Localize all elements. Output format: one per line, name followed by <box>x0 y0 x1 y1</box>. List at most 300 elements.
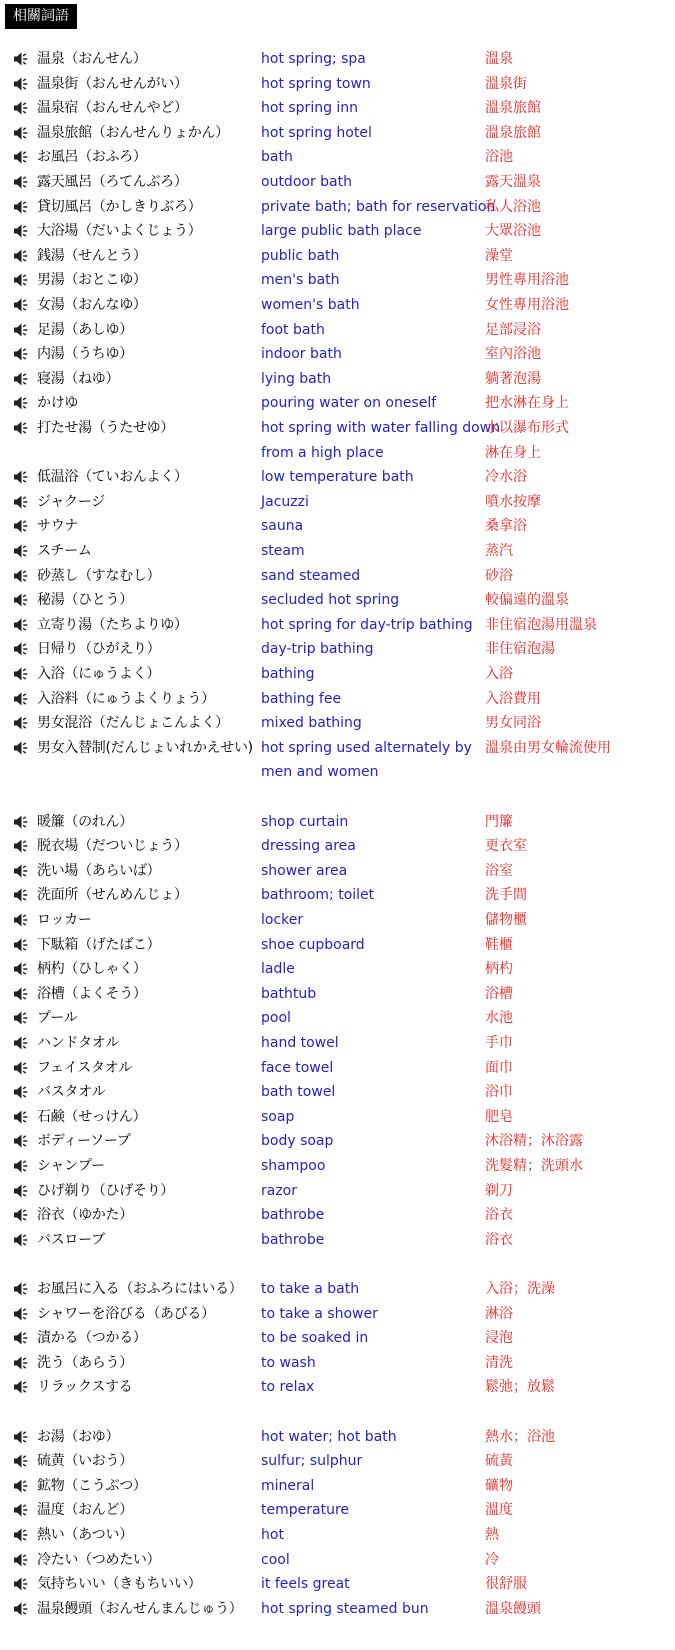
speaker-icon[interactable] <box>12 345 30 363</box>
english-meaning: public bath <box>261 247 340 264</box>
english-meaning: body soap <box>261 1133 334 1150</box>
speaker-icon[interactable] <box>12 591 30 609</box>
list-item <box>0 416 675 441</box>
chinese-meaning: 入浴費用 <box>485 690 541 707</box>
list-item <box>0 711 675 736</box>
chinese-meaning: 女性專用浴池 <box>485 297 569 313</box>
list-item <box>0 687 675 712</box>
chinese-meaning: 澡堂 <box>485 247 513 264</box>
japanese-term: お風呂（おふろ） <box>37 149 147 166</box>
chinese-meaning: 熱水；浴池 <box>485 1428 555 1445</box>
list-item <box>0 1277 675 1302</box>
chinese-meaning: 鞋櫃 <box>485 936 513 953</box>
speaker-icon[interactable] <box>12 960 30 978</box>
chinese-meaning: 浴衣 <box>485 1207 513 1224</box>
english-meaning: private bath; bath for reservation <box>261 198 496 215</box>
speaker-icon[interactable] <box>12 1428 30 1446</box>
english-meaning: pouring water on oneself <box>261 395 437 412</box>
japanese-term: 銭湯（せんとう） <box>37 247 147 264</box>
chinese-meaning: 足部浸浴 <box>485 321 541 338</box>
speaker-icon[interactable] <box>12 370 30 388</box>
list-item <box>0 1006 675 1031</box>
list-item <box>0 121 675 146</box>
english-meaning: hot spring town <box>261 75 371 92</box>
english-meaning: lying bath <box>261 370 332 387</box>
chinese-meaning: 洗髮精；洗頭水 <box>485 1158 583 1174</box>
list-item <box>0 1449 675 1474</box>
list-item <box>0 367 675 392</box>
chinese-meaning: 柄杓 <box>485 961 513 978</box>
list-item <box>0 465 675 490</box>
english-meaning: to relax <box>261 1379 315 1396</box>
english-meaning: ladle <box>261 961 295 978</box>
english-meaning-continued: from a high place <box>261 444 384 461</box>
list-item <box>0 96 675 121</box>
english-meaning: hot spring hotel <box>261 124 372 141</box>
japanese-term: 下駄箱（げたばこ） <box>37 936 161 953</box>
english-meaning: indoor bath <box>261 346 342 363</box>
speaker-icon[interactable] <box>12 468 30 486</box>
english-meaning: hot water; hot bath <box>261 1428 397 1445</box>
list-item <box>0 268 675 293</box>
speaker-icon[interactable] <box>12 222 30 240</box>
japanese-term: 熱い（あつい） <box>37 1527 133 1543</box>
japanese-term: 大浴場（だいよくじょう） <box>37 223 202 240</box>
chinese-meaning: 溫泉 <box>485 51 513 67</box>
speaker-icon[interactable] <box>12 321 30 339</box>
chinese-meaning: 男性專用浴池 <box>485 272 569 289</box>
list-item <box>0 145 675 170</box>
japanese-term: 鉱物（こうぶつ） <box>37 1477 147 1494</box>
japanese-term: 脱衣場（だついじょう） <box>37 838 188 855</box>
list-item <box>0 1228 675 1253</box>
chinese-meaning: 溫泉街 <box>485 75 527 92</box>
chinese-meaning: 浴室 <box>485 862 513 879</box>
chinese-meaning: 沐浴精；沐浴露 <box>485 1133 583 1150</box>
speaker-icon[interactable] <box>12 739 30 757</box>
speaker-icon[interactable] <box>12 1354 30 1372</box>
chinese-meaning: 水池 <box>485 1010 513 1027</box>
chinese-meaning: 桑拿浴 <box>485 518 527 535</box>
english-meaning: foot bath <box>261 321 325 338</box>
english-meaning: bathrobe <box>261 1207 325 1224</box>
english-meaning: outdoor bath <box>261 174 352 190</box>
chinese-meaning: 溫泉旅館 <box>485 100 541 117</box>
english-meaning: shampoo <box>261 1158 326 1174</box>
japanese-term: 温泉旅館（おんせんりょかん） <box>37 124 229 141</box>
speaker-icon[interactable] <box>12 419 30 437</box>
list-item <box>0 1302 675 1327</box>
english-meaning: men's bath <box>261 272 340 289</box>
list-item <box>0 1031 675 1056</box>
japanese-term: 浴衣（ゆかた） <box>37 1207 133 1224</box>
chinese-meaning: 砂浴 <box>485 567 513 584</box>
list-item <box>0 1425 675 1450</box>
japanese-term: スチーム <box>37 543 92 559</box>
japanese-term: ロッカー <box>37 912 92 928</box>
english-meaning: sand steamed <box>261 567 361 584</box>
english-meaning: Jacuzzi <box>261 493 309 510</box>
english-meaning: bath towel <box>261 1084 336 1101</box>
english-meaning-continued: men and women <box>261 764 379 781</box>
list-item <box>0 662 675 687</box>
speaker-icon[interactable] <box>12 1206 30 1224</box>
chinese-meaning: 水以瀑布形式 <box>485 420 569 436</box>
speaker-icon[interactable] <box>12 1452 30 1470</box>
chinese-meaning: 礦物 <box>485 1477 513 1494</box>
chinese-meaning: 熱 <box>485 1527 499 1543</box>
chinese-meaning: 鬆弛；放鬆 <box>485 1379 555 1396</box>
speaker-icon[interactable] <box>12 296 30 314</box>
english-meaning: bathing fee <box>261 690 342 707</box>
chinese-meaning: 更衣室 <box>485 838 527 855</box>
list-item <box>0 859 675 884</box>
list-item <box>0 1548 675 1573</box>
speaker-icon[interactable] <box>12 1034 30 1052</box>
list-item <box>0 1498 675 1523</box>
english-meaning: steam <box>261 543 305 559</box>
english-meaning: sulfur; sulphur <box>261 1453 363 1470</box>
speaker-icon[interactable] <box>12 985 30 1003</box>
speaker-icon[interactable] <box>12 1157 30 1175</box>
list-item <box>0 219 675 244</box>
english-meaning: hot spring steamed bun <box>261 1600 429 1617</box>
chinese-meaning: 門簾 <box>485 813 513 830</box>
japanese-term: 入浴料（にゅうよくりょう） <box>37 690 215 707</box>
speaker-icon[interactable] <box>12 862 30 880</box>
japanese-term: 立寄り湯（たちよりゆ） <box>37 616 188 633</box>
list-item <box>0 514 675 539</box>
speaker-icon[interactable] <box>12 886 30 904</box>
japanese-term: 温泉饅頭（おんせんまんじゅう） <box>37 1600 243 1617</box>
section-title: 相關詞語 <box>5 4 77 29</box>
japanese-term: 石鹸（せっけん） <box>37 1108 147 1125</box>
list-item <box>0 1326 675 1351</box>
chinese-meaning: 浴槽 <box>485 985 513 1002</box>
speaker-icon[interactable] <box>12 1059 30 1077</box>
list-item <box>0 391 675 416</box>
english-meaning: soap <box>261 1108 295 1125</box>
speaker-icon[interactable] <box>12 247 30 265</box>
japanese-term: 入浴（にゅうよく） <box>37 666 161 682</box>
english-meaning: bathtub <box>261 985 317 1002</box>
list-item <box>0 1129 675 1154</box>
list-item <box>0 810 675 835</box>
japanese-term: ジャクージ <box>37 493 105 510</box>
chinese-meaning: 冷 <box>485 1551 499 1568</box>
list-item <box>0 588 675 613</box>
list-item <box>0 1179 675 1204</box>
chinese-meaning: 手巾 <box>485 1035 513 1051</box>
japanese-term: 柄杓（ひしゃく） <box>37 961 147 978</box>
japanese-term: 男女混浴（だんじょこんよく） <box>37 715 229 732</box>
japanese-term: 男湯（おとこゆ） <box>37 272 147 289</box>
english-meaning: large public bath place <box>261 223 422 240</box>
japanese-term: シャンプー <box>37 1158 105 1174</box>
list-item <box>0 908 675 933</box>
chinese-meaning: 男女同浴 <box>485 715 541 732</box>
speaker-icon[interactable] <box>12 198 30 216</box>
speaker-icon[interactable] <box>12 1551 30 1569</box>
speaker-icon[interactable] <box>12 1526 30 1544</box>
english-meaning: hot spring; spa <box>261 51 366 67</box>
speaker-icon[interactable] <box>12 640 30 658</box>
chinese-meaning: 很舒服 <box>485 1576 527 1593</box>
speaker-icon[interactable] <box>12 1477 30 1495</box>
list-item <box>0 1351 675 1376</box>
chinese-meaning: 蒸汽 <box>485 543 513 559</box>
english-meaning: hot spring with water falling down <box>261 420 501 436</box>
japanese-term: お湯（おゆ） <box>37 1428 120 1445</box>
japanese-term: 硫黄（いおう） <box>37 1453 133 1470</box>
list-item <box>0 293 675 318</box>
english-meaning: locker <box>261 912 304 928</box>
list-item <box>0 1154 675 1179</box>
japanese-term: バスタオル <box>37 1084 106 1101</box>
list-item <box>0 1523 675 1548</box>
english-meaning: to take a bath <box>261 1281 360 1297</box>
japanese-term: 気持ちいい（きもちいい） <box>37 1576 202 1593</box>
chinese-meaning: 非住宿泡湯 <box>485 641 555 658</box>
list-item <box>0 637 675 662</box>
list-item <box>0 342 675 367</box>
list-item-continuation <box>0 441 675 466</box>
english-meaning: mineral <box>261 1477 315 1494</box>
chinese-meaning: 較偏遠的溫泉 <box>485 592 569 609</box>
speaker-icon[interactable] <box>12 542 30 560</box>
japanese-term: 寝湯（ねゆ） <box>37 370 120 387</box>
english-meaning: secluded hot spring <box>261 592 400 609</box>
speaker-icon[interactable] <box>12 1132 30 1150</box>
chinese-meaning: 洗手間 <box>485 887 527 904</box>
speaker-icon[interactable] <box>12 714 30 732</box>
list-item <box>0 47 675 72</box>
chinese-meaning: 溫泉饅頭 <box>485 1600 541 1617</box>
list-item <box>0 736 675 761</box>
chinese-meaning: 清洗 <box>485 1354 513 1371</box>
speaker-icon[interactable] <box>12 1501 30 1519</box>
chinese-meaning: 溫泉由男女輪流使用 <box>485 739 611 756</box>
speaker-icon[interactable] <box>12 148 30 166</box>
chinese-meaning: 淋浴 <box>485 1305 513 1322</box>
chinese-meaning: 冷水浴 <box>485 469 527 486</box>
list-item <box>0 883 675 908</box>
list-item <box>0 982 675 1007</box>
chinese-meaning: 溫泉旅館 <box>485 124 541 141</box>
english-meaning: to be soaked in <box>261 1330 369 1347</box>
chinese-meaning: 入浴 <box>485 666 513 682</box>
english-meaning: dressing area <box>261 838 356 855</box>
list-item <box>0 1105 675 1130</box>
chinese-meaning: 露天溫泉 <box>485 174 541 190</box>
speaker-icon[interactable] <box>12 1108 30 1126</box>
japanese-term: 温度（おんど） <box>37 1502 133 1519</box>
chinese-meaning: 噴水按摩 <box>485 493 541 510</box>
chinese-meaning: 浴衣 <box>485 1231 513 1248</box>
list-item <box>0 1056 675 1081</box>
list-item <box>0 1474 675 1499</box>
english-meaning: to take a shower <box>261 1305 378 1322</box>
japanese-term: 漬かる（つかる） <box>37 1330 147 1347</box>
japanese-term: 女湯（おんなゆ） <box>37 297 147 313</box>
japanese-term: お風呂に入る（おふろにはいる） <box>37 1281 243 1297</box>
english-meaning: bath <box>261 149 293 166</box>
speaker-icon[interactable] <box>12 1231 30 1249</box>
english-meaning: mixed bathing <box>261 715 362 732</box>
chinese-meaning: 溫度 <box>485 1502 513 1519</box>
japanese-term: かけゆ <box>37 395 79 412</box>
english-meaning: razor <box>261 1182 298 1199</box>
chinese-meaning: 躺著泡湯 <box>485 370 541 387</box>
japanese-term: 洗面所（せんめんじょ） <box>37 887 188 904</box>
speaker-icon[interactable] <box>12 1378 30 1396</box>
list-item <box>0 933 675 958</box>
chinese-meaning: 浴巾 <box>485 1084 513 1101</box>
speaker-icon[interactable] <box>12 517 30 535</box>
chinese-meaning: 儲物櫃 <box>485 912 527 928</box>
english-meaning: hot spring used alternately by <box>261 739 472 756</box>
speaker-icon[interactable] <box>12 616 30 634</box>
japanese-term: 浴槽（よくそう） <box>37 985 147 1002</box>
speaker-icon[interactable] <box>12 1182 30 1200</box>
chinese-meaning: 非住宿泡湯用溫泉 <box>485 616 597 633</box>
english-meaning: bathing <box>261 666 315 682</box>
english-meaning: bathroom; toilet <box>261 887 375 904</box>
chinese-meaning: 浸泡 <box>485 1330 513 1347</box>
speaker-icon[interactable] <box>12 173 30 191</box>
speaker-icon[interactable] <box>12 1280 30 1298</box>
list-item <box>0 72 675 97</box>
english-meaning: cool <box>261 1551 290 1568</box>
speaker-icon[interactable] <box>12 493 30 511</box>
japanese-term: 秘湯（ひとう） <box>37 592 133 609</box>
japanese-term: 暖簾（のれん） <box>37 813 133 830</box>
english-meaning: pool <box>261 1010 291 1027</box>
english-meaning: shoe cupboard <box>261 936 365 953</box>
english-meaning: hand towel <box>261 1035 339 1051</box>
list-item <box>0 490 675 515</box>
list-item <box>0 170 675 195</box>
japanese-term: 洗う（あらう） <box>37 1354 133 1371</box>
japanese-term: 男女入替制(だんじょいれかえせい) <box>37 739 253 756</box>
list-item <box>0 539 675 564</box>
speaker-icon[interactable] <box>12 271 30 289</box>
list-item-continuation <box>0 760 675 785</box>
speaker-icon[interactable] <box>12 837 30 855</box>
japanese-term: 温泉宿（おんせんやど） <box>37 100 188 117</box>
list-item <box>0 1572 675 1597</box>
chinese-meaning: 私人浴池 <box>485 198 541 215</box>
english-meaning: hot <box>261 1527 284 1543</box>
english-meaning: face towel <box>261 1059 334 1076</box>
chinese-meaning: 入浴；洗澡 <box>485 1281 555 1297</box>
list-item <box>0 1203 675 1228</box>
list-item <box>0 244 675 269</box>
list-item <box>0 957 675 982</box>
chinese-meaning: 面巾 <box>485 1059 513 1076</box>
speaker-icon[interactable] <box>12 690 30 708</box>
english-meaning: temperature <box>261 1502 349 1519</box>
japanese-term: フェイスタオル <box>37 1059 133 1076</box>
chinese-meaning-continued: 淋在身上 <box>485 444 541 461</box>
english-meaning: bathrobe <box>261 1231 325 1248</box>
japanese-term: 温泉（おんせん） <box>37 51 147 67</box>
speaker-icon[interactable] <box>12 394 30 412</box>
chinese-meaning: 大眾浴池 <box>485 223 541 240</box>
japanese-term: 打たせ湯（うたせゆ） <box>37 420 174 436</box>
japanese-term: バスローブ <box>37 1231 105 1248</box>
speaker-icon[interactable] <box>12 1083 30 1101</box>
japanese-term: リラックスする <box>37 1379 133 1396</box>
japanese-term: 砂蒸し（すなむし） <box>37 567 161 584</box>
japanese-term: 内湯（うちゆ） <box>37 346 133 363</box>
chinese-meaning: 浴池 <box>485 149 513 166</box>
speaker-icon[interactable] <box>12 1575 30 1593</box>
japanese-term: プール <box>37 1010 78 1027</box>
japanese-term: 低温浴（ていおんよく） <box>37 469 188 486</box>
english-meaning: low temperature bath <box>261 469 414 486</box>
english-meaning: shower area <box>261 862 348 879</box>
japanese-term: 日帰り（ひがえり） <box>37 641 161 658</box>
speaker-icon[interactable] <box>12 99 30 117</box>
chinese-meaning: 硫黃 <box>485 1453 513 1470</box>
chinese-meaning: 肥皂 <box>485 1108 513 1125</box>
japanese-term: 貸切風呂（かしきりぶろ） <box>37 198 202 215</box>
japanese-term: ボディーソープ <box>37 1133 131 1150</box>
japanese-term: 足湯（あしゆ） <box>37 321 133 338</box>
speaker-icon[interactable] <box>12 1600 30 1618</box>
speaker-icon[interactable] <box>12 911 30 929</box>
chinese-meaning: 剃刀 <box>485 1182 513 1199</box>
japanese-term: 温泉街（おんせんがい） <box>37 75 188 92</box>
english-meaning: shop curtain <box>261 813 349 830</box>
english-meaning: it feels great <box>261 1576 350 1593</box>
english-meaning: day-trip bathing <box>261 641 374 658</box>
speaker-icon[interactable] <box>12 567 30 585</box>
speaker-icon[interactable] <box>12 813 30 831</box>
speaker-icon[interactable] <box>12 1329 30 1347</box>
speaker-icon[interactable] <box>12 1305 30 1323</box>
list-item <box>0 834 675 859</box>
speaker-icon[interactable] <box>12 124 30 142</box>
speaker-icon[interactable] <box>12 936 30 954</box>
japanese-term: 露天風呂（ろてんぶろ） <box>37 174 188 190</box>
list-item <box>0 195 675 220</box>
english-meaning: hot spring for day-trip bathing <box>261 616 473 633</box>
speaker-icon[interactable] <box>12 665 30 683</box>
english-meaning: women's bath <box>261 297 360 313</box>
list-item <box>0 613 675 638</box>
list-item <box>0 564 675 589</box>
chinese-meaning: 把水淋在身上 <box>485 395 569 412</box>
list-item <box>0 1375 675 1400</box>
chinese-meaning: 室內浴池 <box>485 346 541 363</box>
list-item <box>0 1080 675 1105</box>
english-meaning: hot spring inn <box>261 100 359 117</box>
speaker-icon[interactable] <box>12 50 30 68</box>
list-item <box>0 318 675 343</box>
japanese-term: サウナ <box>37 518 79 535</box>
japanese-term: 洗い場（あらいば） <box>37 862 161 879</box>
japanese-term: ひげ剃り（ひげそり） <box>37 1182 174 1199</box>
english-meaning: sauna <box>261 518 304 535</box>
list-item <box>0 1597 675 1622</box>
japanese-term: 冷たい（つめたい） <box>37 1551 161 1568</box>
japanese-term: シャワーを浴びる（あびる） <box>37 1305 215 1322</box>
speaker-icon[interactable] <box>12 75 30 93</box>
speaker-icon[interactable] <box>12 1009 30 1027</box>
english-meaning: to wash <box>261 1354 316 1371</box>
